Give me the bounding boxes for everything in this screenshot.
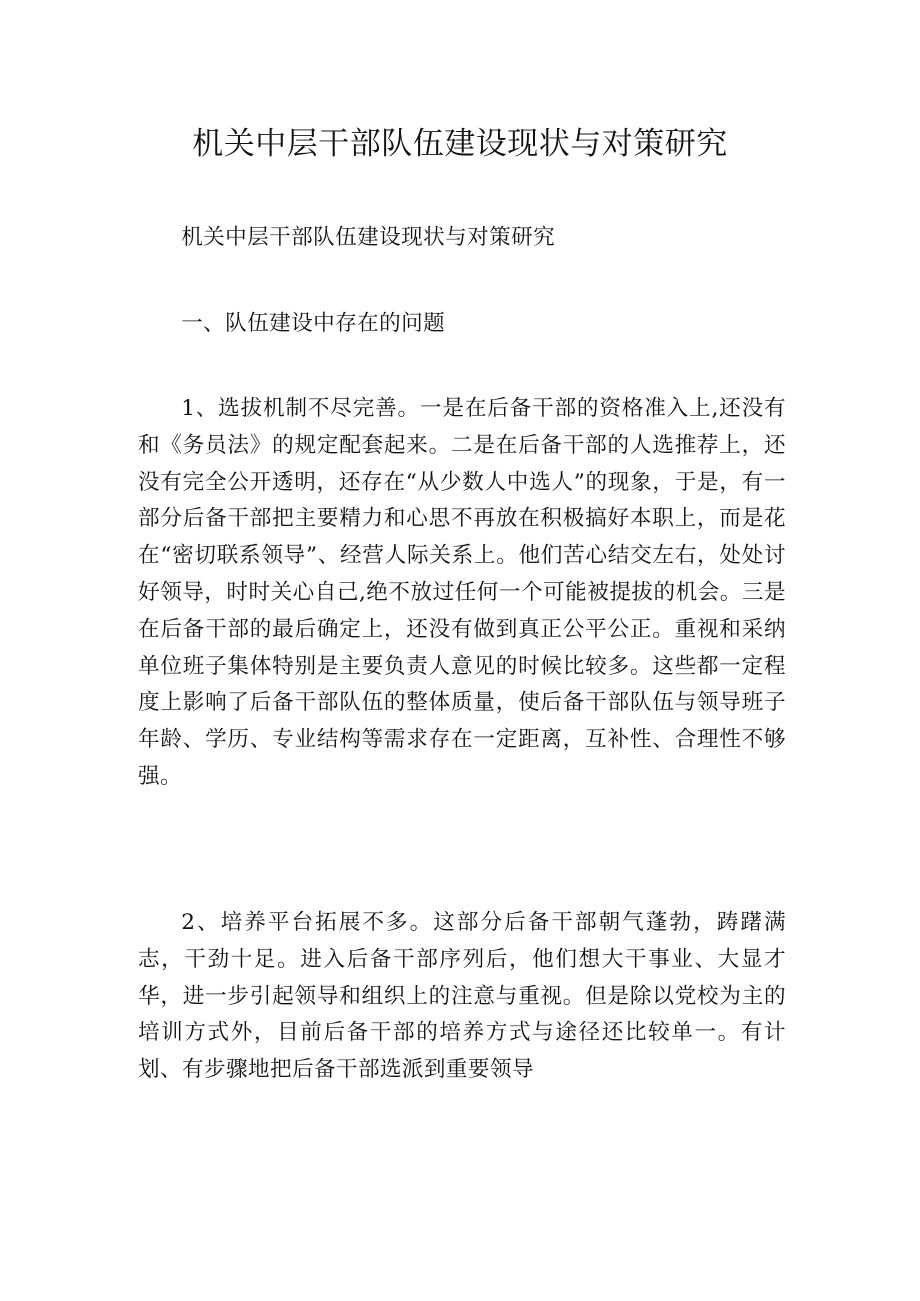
section-heading: 一、队伍建设中存在的问题	[181, 311, 446, 336]
paragraph-selection-mechanism: 1、选拔机制不尽完善。一是在后备干部的资格准入上,还没有和《务员法》的规定配套起来。二是在后备干部的人选推荐上，还没有完全公开透明，还存在“从少数人中选人”的现象，于是，有一部分后备干部把主要精力和心思不再放在积极搞好本职上，而是花在“密切联系领导”、经营人际关系上。他们苦心结交左右，处处讨好领导，时时关心自己,绝不放过任何一个可能被提拔的机会。三是在后备干部的最后确定上，还没有做到真正公平公正。重视和采纳单位班子集体特别是主要负责人意见的时候比较多。这些都一定程度上影响了后备干部队伍的整体质量，使后备干部队伍与领导班子年龄、学历、专业结构等需求存在一定距离，互补性、合理性不够强。	[138, 396, 786, 789]
paragraph-training-platform: 2、培养平台拓展不多。这部分后备干部朝气蓬勃，踌躇满志，干劲十足。进入后备干部序列后，他们想大干事业、大显才华，进一步引起领导和组织上的注意与重视。但是除以党校为主的培训方式外，目前后备干部的培养方式与途径还比较单一。有计划、有步骤地把后备干部选派到重要领导	[138, 910, 786, 1083]
document-subtitle: 机关中层干部队伍建设现状与对策研究	[181, 225, 556, 250]
document-title: 机关中层干部队伍建设现状与对策研究	[192, 126, 728, 162]
